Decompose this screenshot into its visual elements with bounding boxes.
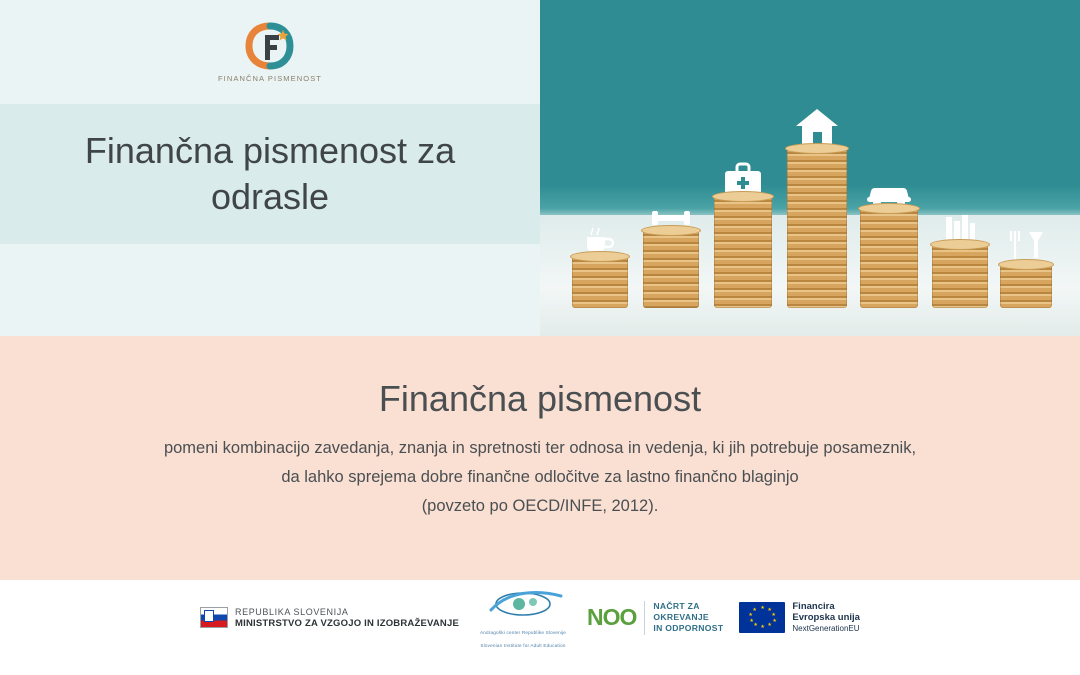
coin-stack-5: [860, 208, 918, 308]
republika-line-2: MINISTRSTVO ZA VZGOJO IN IZOBRAŽEVANJE: [235, 617, 460, 629]
footer-logos: [0, 580, 1080, 675]
financna-pismenost-logo-icon: [243, 22, 297, 72]
medical-bag-icon: [723, 161, 763, 200]
coin-stack-1: [572, 256, 628, 308]
noo-line-3: IN ODPORNOST: [653, 623, 724, 633]
eu-line-1: Financira: [792, 601, 835, 612]
republika-slovenija-logo: [200, 607, 459, 629]
noo-line-2: OKREVANJE: [653, 612, 709, 622]
car-icon: [865, 181, 913, 212]
definition-body: [0, 434, 1080, 521]
eu-funding-logo: [739, 601, 860, 634]
definition-section: [0, 336, 1080, 580]
coin-stack-3: [714, 196, 772, 308]
noo-line-1: NAČRT ZA: [653, 601, 700, 611]
definition-line-2: da lahko sprejema dobre finančne odločitve za lastno finančno blaginjo: [281, 468, 799, 486]
coin-stacks-photo: [540, 0, 1080, 336]
title-band: [0, 104, 540, 244]
acs-line-2: Slovenian Institute for Adult Education: [480, 642, 566, 648]
books-icon: [942, 213, 978, 248]
coin-stack-4: [787, 148, 847, 308]
slovenia-flag-icon: [200, 607, 228, 628]
definition-line-3: (povzeto po OECD/INFE, 2012).: [421, 497, 659, 515]
noo-logo: [587, 601, 723, 635]
eu-line-2: Evropska unija: [792, 612, 860, 623]
coin-stack-7: [1000, 264, 1052, 308]
acs-logo: [475, 588, 571, 648]
dumbbell-icon: [649, 207, 693, 234]
coin-stack-2: [643, 230, 699, 308]
title-panel: [0, 0, 540, 336]
house-icon: [794, 107, 840, 152]
noo-mark: NOO: [587, 604, 637, 630]
eu-flag-icon: ★ ★ ★ ★ ★ ★ ★ ★ ★ ★: [739, 602, 785, 633]
definition-line-1: pomeni kombinacijo zavedanja, znanja in spretnosti ter odnosa in vedenja, ki jih potrebuje posameznik,: [163, 439, 917, 457]
coin-stack-6: [932, 244, 988, 308]
fork-and-glass-icon: [1007, 229, 1045, 268]
definition-heading: Finančna pismenost: [378, 378, 702, 419]
republika-line-1: REPUBLIKA SLOVENIJA: [235, 606, 349, 617]
noo-divider: [644, 601, 645, 635]
acs-swoosh-icon: [475, 588, 571, 622]
acs-line-1: Andragoški center Republike Slovenije: [479, 629, 567, 635]
brand-logo: [0, 0, 540, 104]
slide-title: Finančna pismenost za odrasle: [84, 130, 456, 217]
coffee-cup-icon: [583, 227, 617, 260]
eu-line-3: NextGenerationEU: [792, 624, 860, 633]
logo-caption: FINANČNA PISMENOST: [218, 73, 322, 83]
